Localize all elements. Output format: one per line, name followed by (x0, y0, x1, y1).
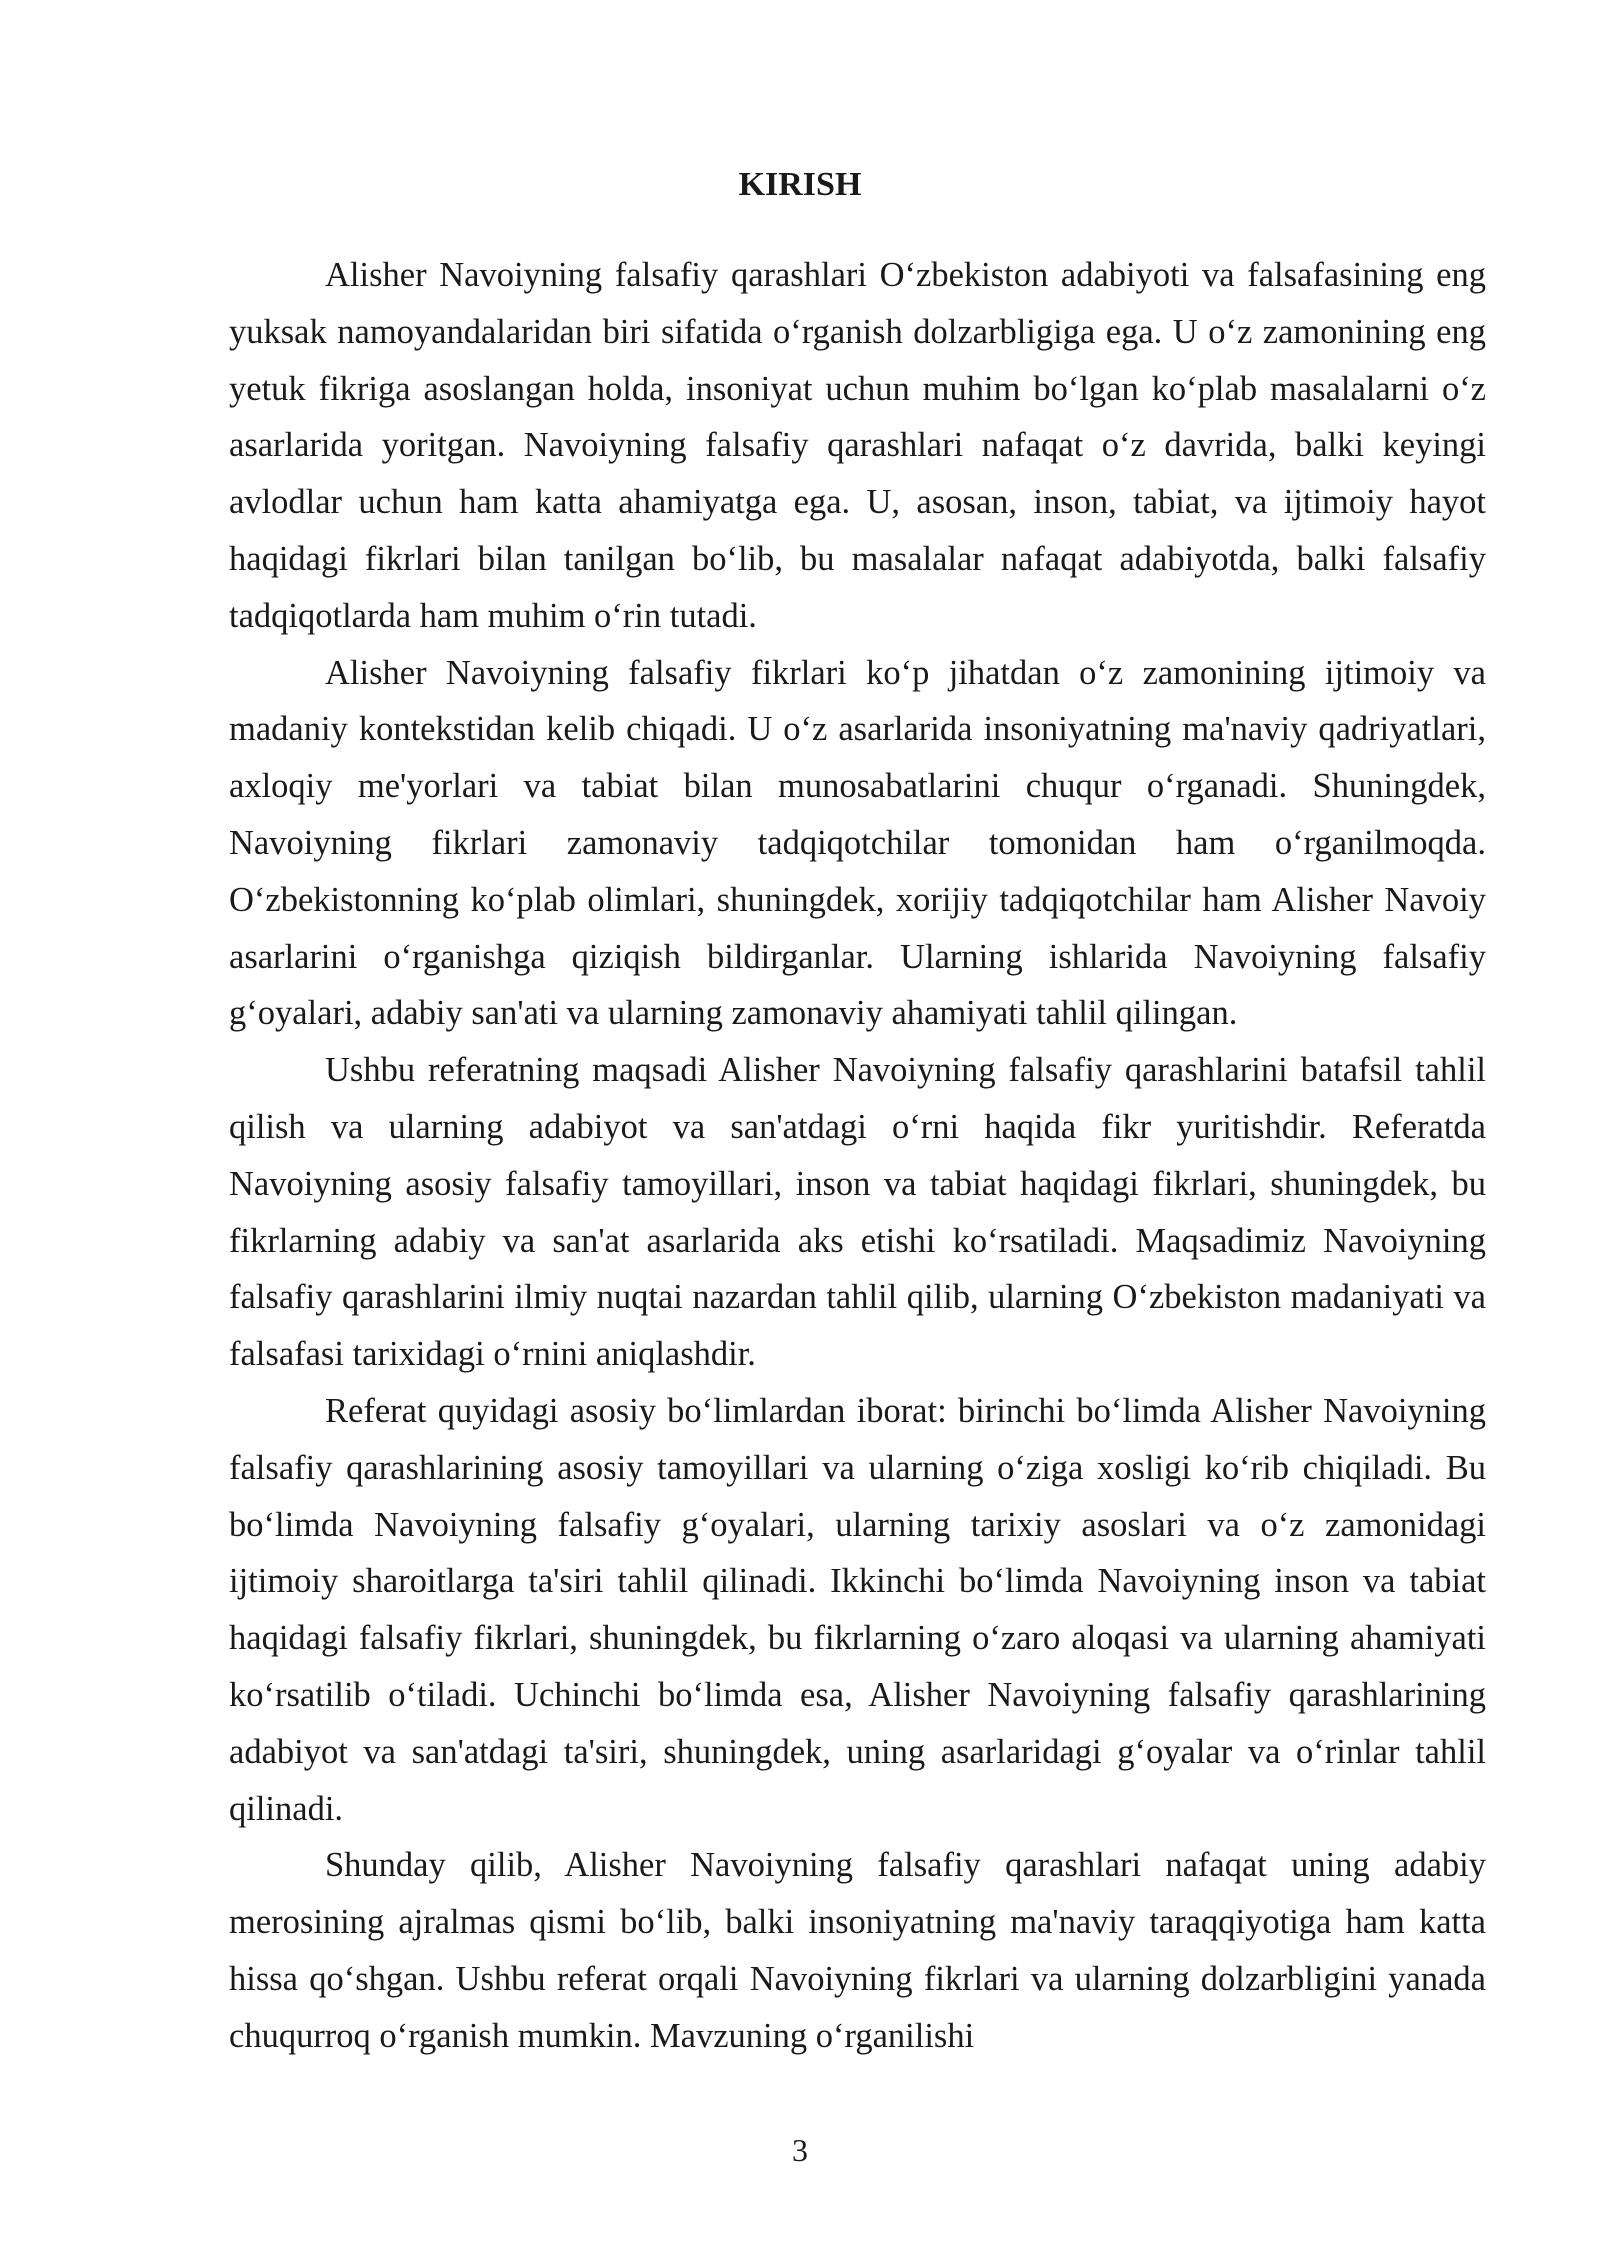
paragraph-4: Referat quyidagi asosiy bo‘limlardan iborat: birinchi bo‘limda Alisher Navoiyning falsafiy qarashlarining asosiy tamoyillari va ularning o‘ziga xosligi ko‘rib chiqiladi. Bu bo‘limda Navoiyning falsafiy g‘oyalari, ularning tarixiy asoslari va o‘z zamonidagi ijtimoiy sharoitlarga ta'siri tahlil qilinadi. Ikkinchi bo‘limda Navoiyning inson va tabiat haqidagi falsafiy fikrlari, shuningdek, bu fikrlarning o‘zaro aloqasi va ularning ahamiyati ko‘rsatilib o‘tiladi. Uchinchi bo‘limda esa, Alisher Navoiyning falsafiy qarashlarining adabiyot va san'atdagi ta'siri, shuningdek, uning asarlaridagi g‘oyalar va o‘rinlar tahlil qilinadi. (229, 1391, 1486, 1828)
paragraph-3: Ushbu referatning maqsadi Alisher Navoiyning falsafiy qarashlarini batafsil tahlil qilish va ularning adabiyot va san'atdagi o‘rni haqida fikr yuritishdir. Referatda Navoiyning asosiy falsafiy tamoyillari, inson va tabiat haqidagi fikrlari, shuningdek, bu fikrlarning adabiy va san'at asarlarida aks etishi ko‘rsatiladi. Maqsadimiz Navoiyning falsafiy qarashlarini ilmiy nuqtai nazardan tahlil qilib, ularning O‘zbekiston madaniyati va falsafasi tarixidagi o‘rnini aniqlashdir. (229, 1051, 1486, 1374)
paragraph-1: Alisher Navoiyning falsafiy qarashlari O‘zbekiston adabiyoti va falsafasining eng yuksak namoyandalaridan biri sifatida o‘rganish dolzarbligiga ega. U o‘z zamonining eng yetuk fikriga asoslangan holda, insoniyat uchun muhim bo‘lgan ko‘plab masalalarni o‘z asarlarida yoritgan. Navoiyning falsafiy qarashlari nafaqat o‘z davrida, balki keyingi avlodlar uchun ham katta ahamiyatga ega. U, asosan, inson, tabiat, va ijtimoiy hayot haqidagi fikrlari bilan tanilgan bo‘lib, bu masalalar nafaqat adabiyotda, balki falsafiy tadqiqotlarda ham muhim o‘rin tutadi. (229, 256, 1486, 635)
paragraph-5: Shunday qilib, Alisher Navoiyning falsafiy qarashlari nafaqat uning adabiy merosining ajralmas qismi bo‘lib, balki insoniyatning ma'naviy taraqqiyotiga ham katta hissa qo‘shgan. Ushbu referat orqali Navoiyning fikrlari va ularning dolzarbligini yanada chuqurroq o‘rganish mumkin. Mavzuning o‘rganilishi (229, 1846, 1486, 2055)
body-text (229, 247, 1486, 2065)
paragraph-2: Alisher Navoiyning falsafiy fikrlari ko‘p jihatdan o‘z zamonining ijtimoiy va madaniy kontekstidan kelib chiqadi. U o‘z asarlarida insoniyatning ma'naviy qadriyatlari, axloqiy me'yorlari va tabiat bilan munosabatlarini chuqur o‘rganadi. Shuningdek, Navoiyning fikrlari zamonaviy tadqiqotchilar tomonidan ham o‘rganilmoqda. O‘zbekistonning ko‘plab olimlari, shuningdek, xorijiy tadqiqotchilar ham Alisher Navoiy asarlarini o‘rganishga qiziqish bildirganlar. Ularning ishlarida Navoiyning falsafiy g‘oyalari, adabiy san'ati va ularning zamonaviy ahamiyati tahlil qilingan. (229, 653, 1486, 1033)
page-number: 3 (792, 2132, 808, 2168)
page-title: KIRISH (738, 166, 862, 203)
